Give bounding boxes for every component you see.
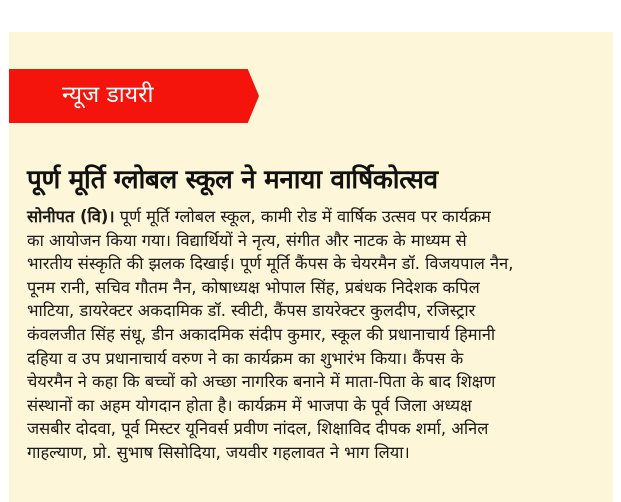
article-line: भाटिया, डायरेक्टर अकदामिक डॉ. स्वीटी, कैंपस डायरेक्टर कुलदीप, रजिस्ट्रार [27,301,476,321]
article-dateline: सोनीपत (वि)। [27,207,115,226]
article-line: का आयोजन किया गया। विद्यार्थियों ने नृत्य, संगीत और नाटक के माध्यम से [27,230,467,250]
article-line: भारतीय संस्कृति की झलक दिखाई। पूर्ण मूर्ति कैंपस के चेयरमैन डॉ. विजयपाल नैन, [27,254,514,274]
article-line: सोनीपत (वि)। पूर्ण मूर्ति ग्लोबल स्कूल, कामी रोड में वार्षिक उत्सव पर कार्यक्रम [27,207,491,226]
section-banner-label: न्यूज डायरी [62,82,154,108]
article-line: दहिया व उप प्रधानाचार्य वरुण ने का कार्यक्रम का शुभारंभ किया। कैंपस के [27,348,464,368]
article-headline: पूर्ण मूर्ति ग्लोबल स्कूल ने मनाया वार्षिकोत्सव [27,165,438,195]
article-body [27,205,612,465]
article-line: चेयरमैन ने कहा कि बच्चों को अच्छा नागरिक बनाने में माता-पिता के बाद शिक्षण [27,372,496,392]
article-line: गाहल्याण, प्रो. सुभाष सिसोदिया, जयवीर गहलावत ने भाग लिया। [27,442,410,462]
article-line: पूनम रानी, सचिव गौतम नैन, कोषाध्यक्ष भोपाल सिंह, प्रबंधक निदेशक कपिल [27,277,480,297]
article-line: संस्थानों का अहम योगदान होता है। कार्यक्रम में भाजपा के पूर्व जिला अध्यक्ष [27,395,472,415]
article-line: कंवलजीत सिंह संधू, डीन अकादमिक संदीप कुमार, स्कूल की प्रधानाचार्य हिमानी [27,324,496,344]
article-line: जसबीर दोदवा, पूर्व मिस्टर यूनिवर्स प्रवीण नांदल, शिक्षाविद दीपक शर्मा, अनिल [27,419,489,439]
